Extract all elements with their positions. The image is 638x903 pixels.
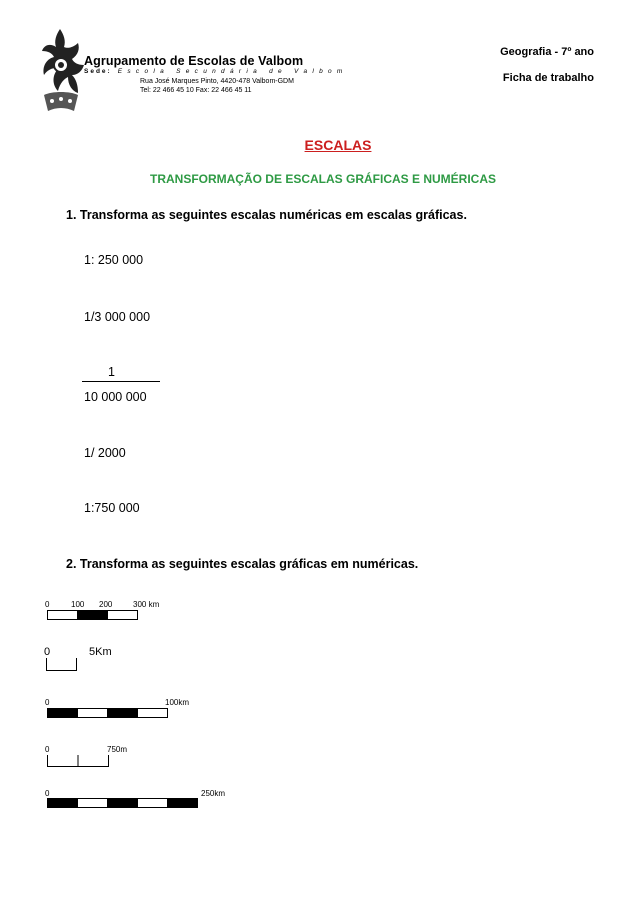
graphic-scale-3 <box>40 697 200 721</box>
scale5-label-0: 0 <box>45 789 50 798</box>
page-title: ESCALAS <box>304 137 372 153</box>
scale1-seg-1 <box>48 611 78 620</box>
numeric-scale-1: 1: 250 000 <box>84 253 144 267</box>
numeric-scale-3: 10 000 000 <box>84 390 147 404</box>
graphic-scale-5 <box>40 788 240 812</box>
scale2-label-0: 0 <box>44 646 51 658</box>
scale5-seg-5 <box>168 799 198 808</box>
school-address: Rua José Marques Pinto, 4420-478 Valbom-GDM <box>140 78 294 85</box>
school-logo <box>30 25 90 115</box>
scale5-seg-2 <box>78 799 108 808</box>
scale4-label-0: 0 <box>45 745 50 754</box>
graphic-scale-1 <box>40 597 180 627</box>
scale1-seg-2 <box>78 611 108 620</box>
scale4-label-750m: 750m <box>107 745 128 754</box>
graphic-scale-4 <box>40 743 160 769</box>
numeric-scale-5: 1:750 000 <box>84 501 140 515</box>
school-seat-name: Escola Secundária de Valbom <box>117 68 348 75</box>
school-seat <box>84 68 348 75</box>
scale2-seg-1 <box>47 658 77 671</box>
scale5-label-250km: 250km <box>201 789 226 798</box>
subject-label: Geografia - 7º ano <box>500 46 594 58</box>
scale1-seg-3 <box>108 611 138 620</box>
school-name: Agrupamento de Escolas de Valbom <box>84 54 304 68</box>
question-1: 1. Transforma as seguintes escalas numéricas em escalas gráficas. <box>66 208 467 222</box>
graphic-scale-2 <box>40 643 160 673</box>
numeric-scale-4: 1/ 2000 <box>84 446 126 460</box>
fraction-numerator: 1 <box>108 365 115 379</box>
scale4-segs <box>48 755 109 767</box>
school-phones: Tel: 22 466 45 10 Fax: 22 466 45 11 <box>140 87 252 94</box>
worksheet-label: Ficha de trabalho <box>502 72 594 84</box>
question-2: 2. Transforma as seguintes escalas gráficas em numéricas. <box>66 557 419 571</box>
scale1-label-100: 100 <box>71 600 85 609</box>
scale5-seg-3 <box>108 799 138 808</box>
scale3-seg-3 <box>108 709 138 718</box>
scale3-seg-1 <box>48 709 78 718</box>
scale1-label-300km: 300 km <box>133 600 160 609</box>
scale1-label-0: 0 <box>45 600 50 609</box>
numeric-scale-2: 1/3 000 000 <box>84 310 151 324</box>
scale5-seg-4 <box>138 799 168 808</box>
scale1-label-200: 200 <box>99 600 113 609</box>
scale5-seg-1 <box>48 799 78 808</box>
scale3-seg-2 <box>78 709 108 718</box>
scale3-label-100km: 100km <box>165 698 190 707</box>
scale3-label-0: 0 <box>45 698 50 707</box>
school-seat-label: Sede: <box>84 68 112 75</box>
scale2-label-5km: 5Km <box>89 646 112 658</box>
page-subtitle: TRANSFORMAÇÃO DE ESCALAS GRÁFICAS E NUMÉRICAS <box>149 172 496 186</box>
fraction-bar <box>82 381 160 382</box>
scale3-seg-4 <box>138 709 168 718</box>
